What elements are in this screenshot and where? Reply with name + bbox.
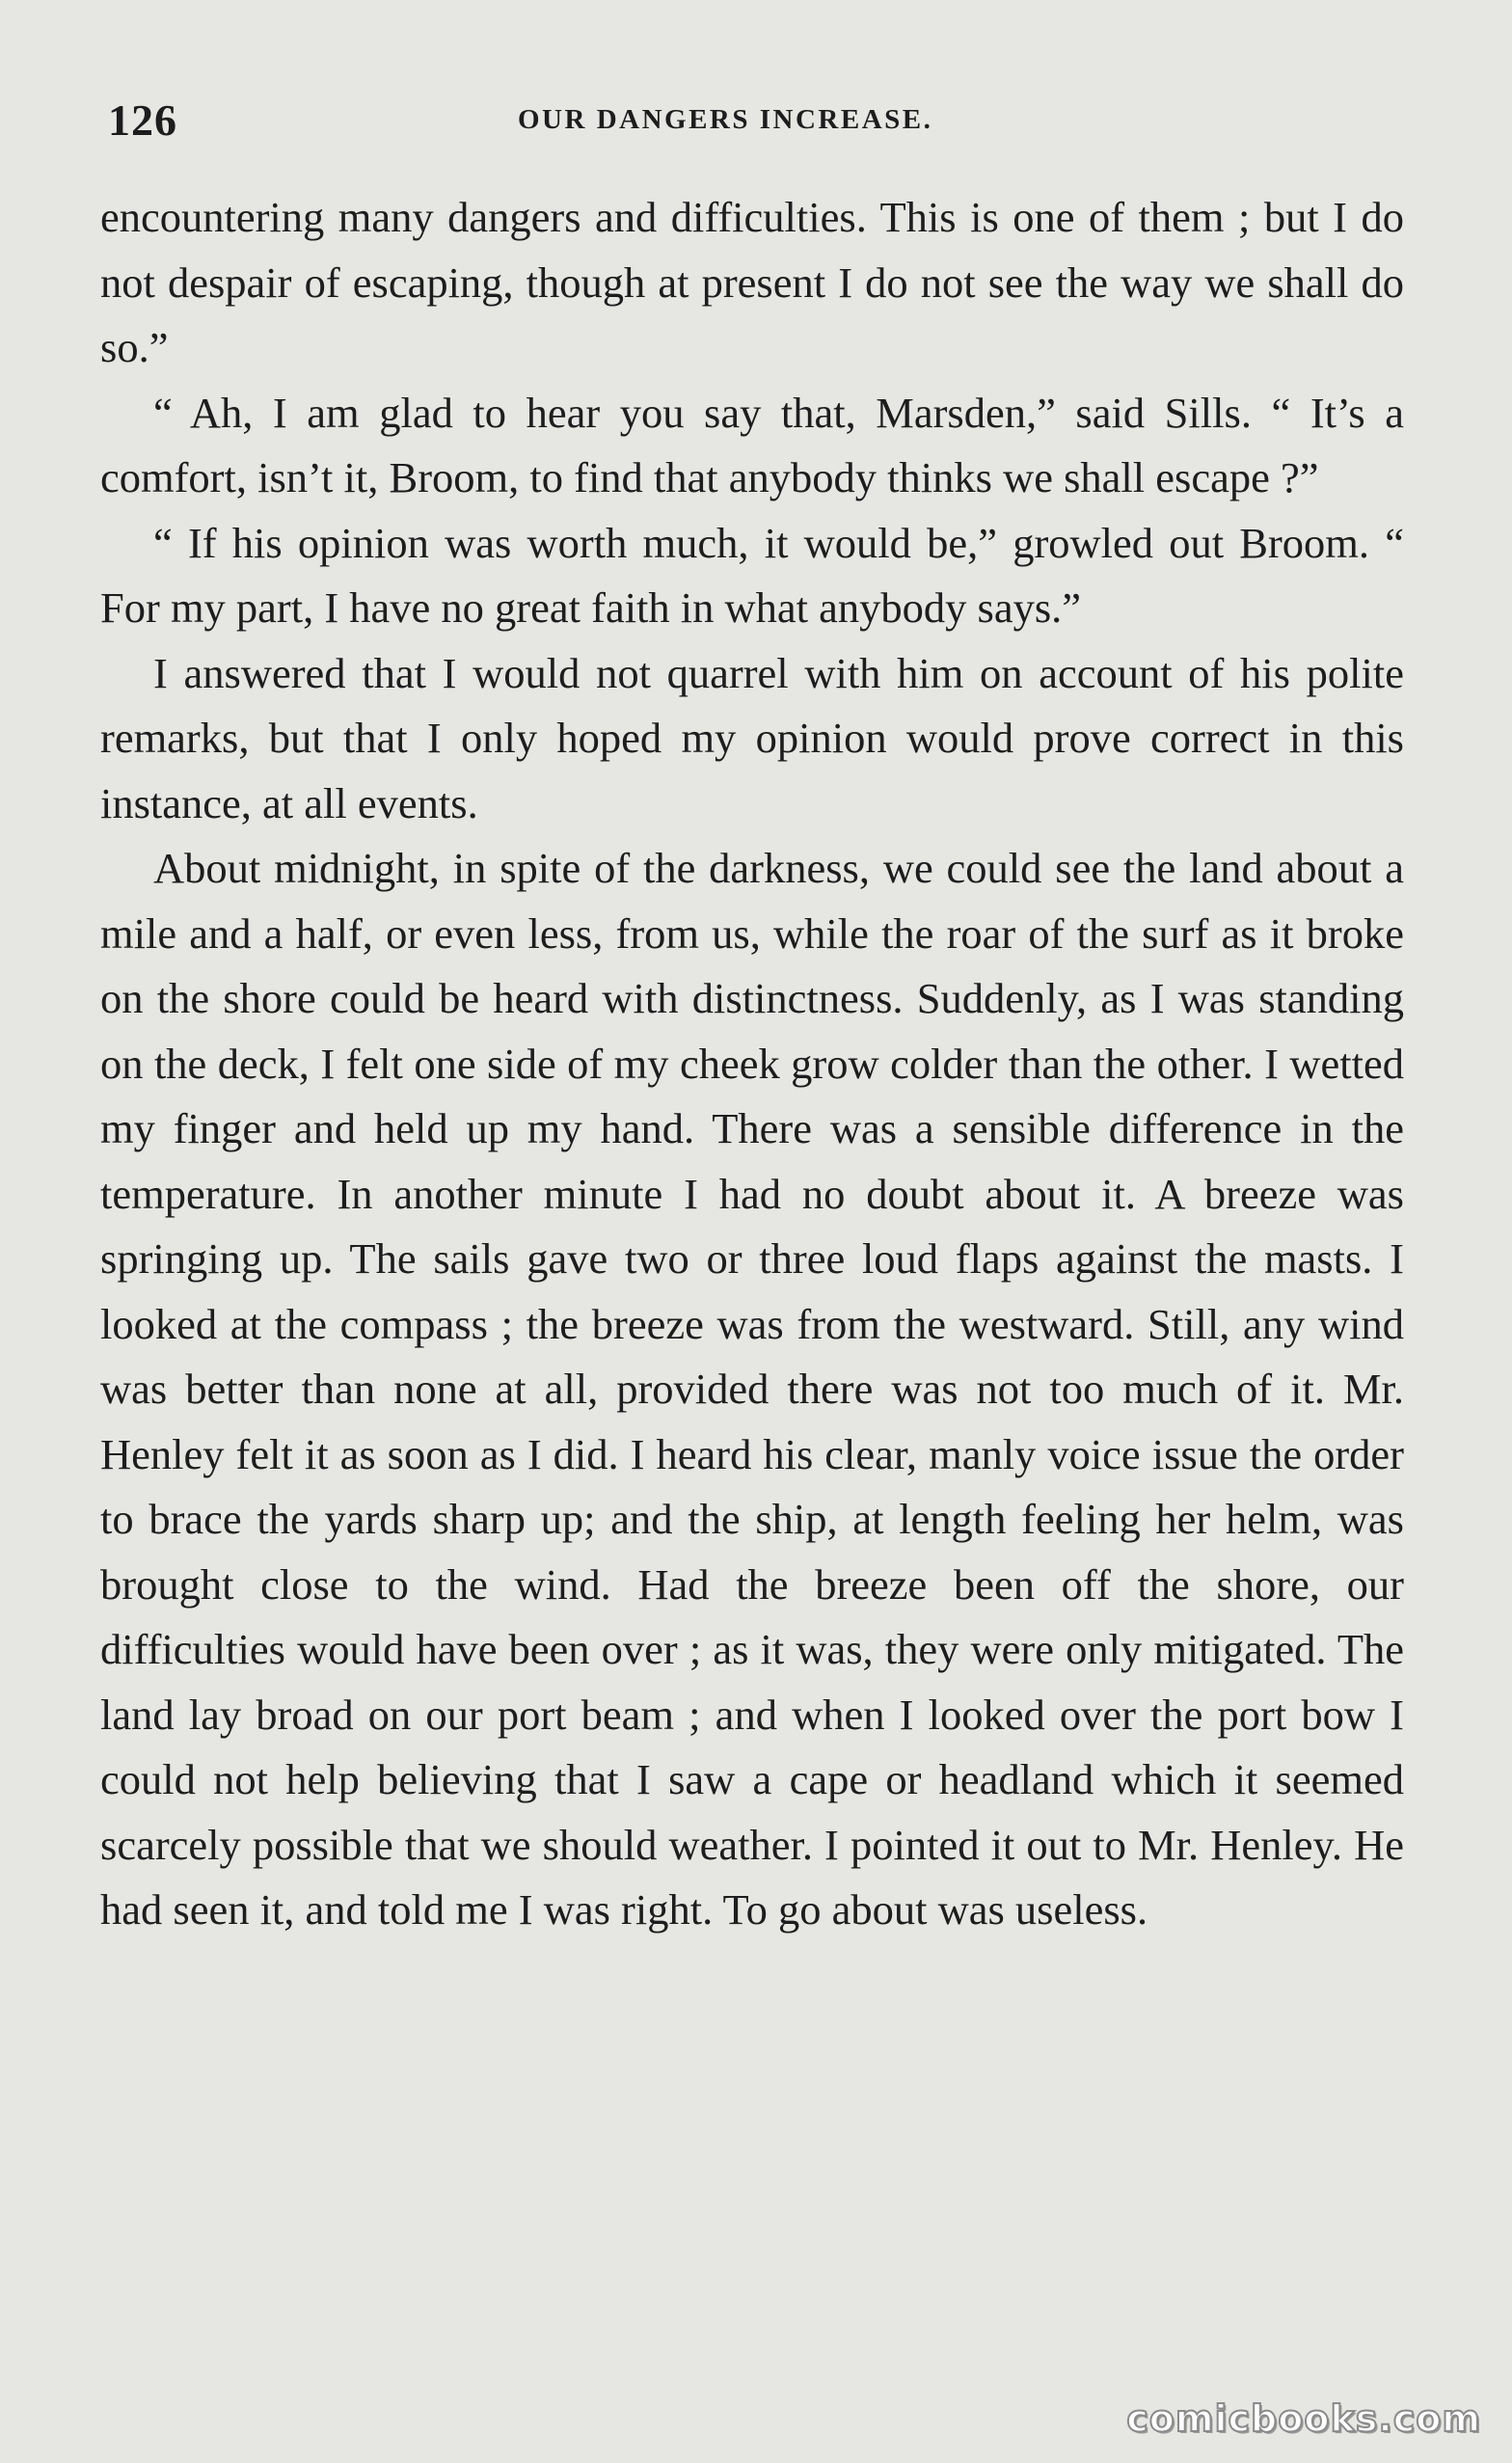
body-text: [100, 185, 1404, 1943]
running-head: OUR DANGERS INCREASE.: [518, 104, 933, 135]
paragraph: “ If his opinion was worth much, it would be,” growled out Broom. “ For my part, I have no great faith in what anybody says.”: [100, 518, 1404, 632]
watermark: comicbooks.com: [1126, 2397, 1481, 2440]
page-header: [108, 95, 1400, 152]
paragraph: About midnight, in spite of the darkness, we could see the land about a mile and a half, or even less, from us, while the roar of the surf as it broke on the shore could be heard with distinctness. Suddenly, as I was standing on the deck, I felt one side of my cheek grow colder than the other. I wetted my finger and held up my hand. There was a sensible difference in the temperature. In another minute I had no doubt about it. A breeze was springing up. The sails gave two or three loud flaps against the masts. I looked at the compass ; the breeze was from the westward. Still, any wind was better than none at all, provided there was not too much of it. Mr. Henley felt it as soon as I did. I heard his clear, manly voice issue the order to brace the yards sharp up; and the ship, at length feeling her helm, was brought close to the wind. Had the breeze been off the shore, our difficulties would have been over ; as it was, they were only mitigated. The land lay broad on our port beam ; and when I looked over the port bow I could not help believing that I saw a cape or headland which it seemed scarcely possible that we should weather. I pointed it out to Mr. Henley. He had seen it, and told me I was right. To go about was useless.: [100, 844, 1404, 1934]
page-number: 126: [108, 95, 177, 145]
paragraph: encountering many dangers and difficulties. This is one of them ; but I do not despair of escaping, though at present I do not see the way we shall do so.”: [100, 193, 1404, 371]
paragraph: “ Ah, I am glad to hear you say that, Marsden,” said Sills. “ It’s a comfort, isn’t it, Broom, to find that anybody thinks we shall escape ?”: [100, 388, 1404, 501]
paragraph: I answered that I would not quarrel with him on account of his polite remarks, but that I only hoped my opinion would prove correct in this instance, at all events.: [100, 648, 1404, 827]
